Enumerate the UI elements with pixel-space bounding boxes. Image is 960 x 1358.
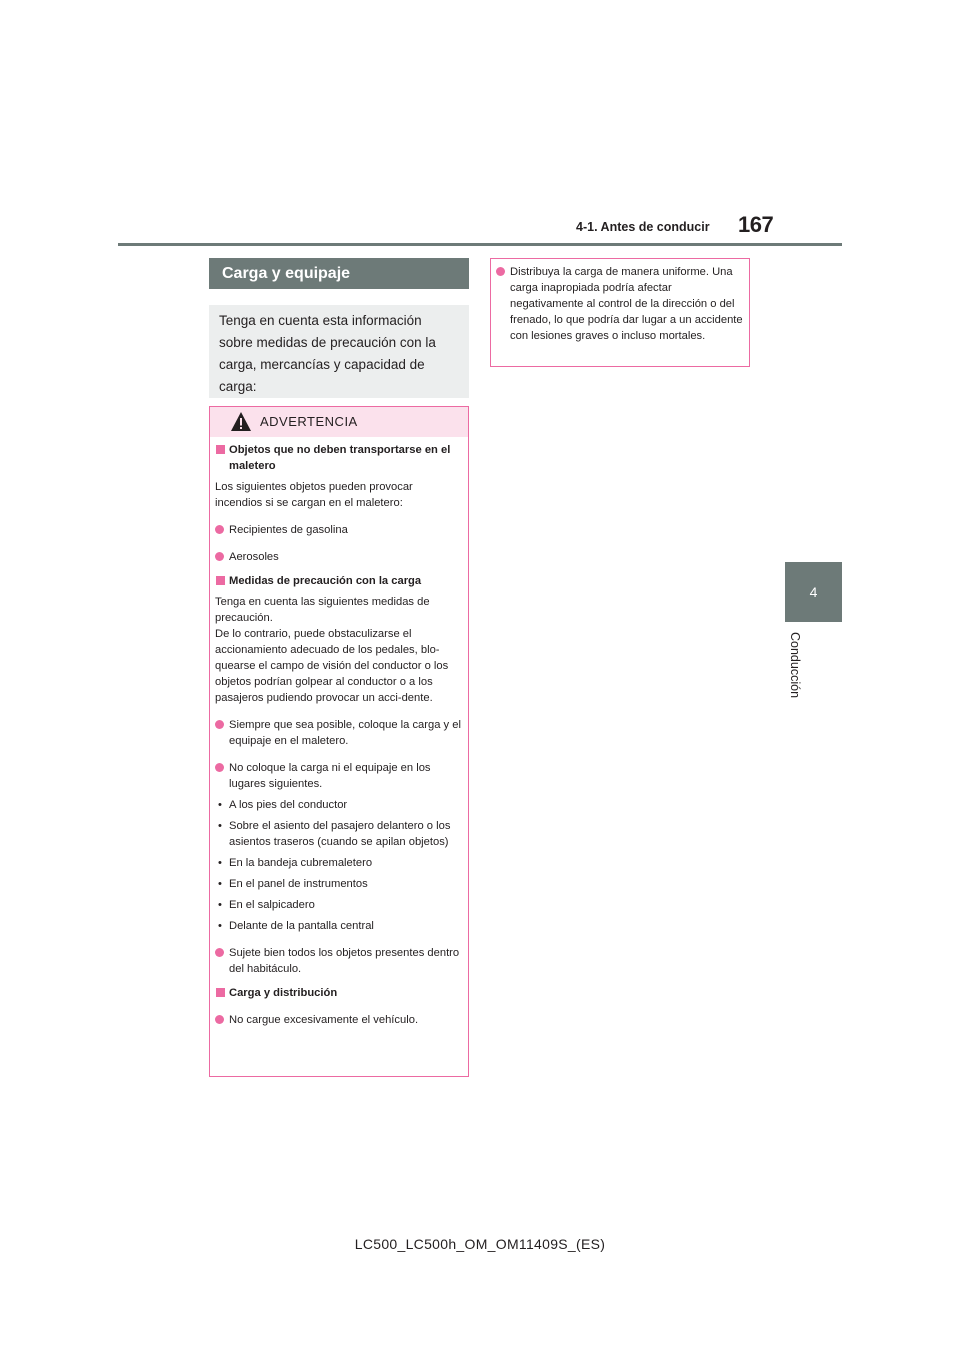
warning-body [215,442,463,1028]
warning-heading-prohibited-objects: Objetos que no deben transportarse en el maletero [215,442,463,474]
warning-heading-load-distribution: Carga y distribución [215,985,463,1001]
warning-bullet: Siempre que sea posible, coloque la carga y el equipaje en el maletero. [215,717,463,749]
chapter-tab[interactable]: 4 [785,562,842,622]
warning-bullet: Sujete bien todos los objetos presentes dentro del habitáculo. [215,945,463,977]
warning-sub-bullet: • Delante de la pantalla central [215,918,463,934]
warning-bullet: No coloque la carga ni el equipaje en los lugares siguientes. [215,760,463,792]
warning-triangle-icon [230,411,252,433]
warning-continued-box [490,258,750,367]
footer-code: LC500_LC500h_OM_OM11409S_(ES) [354,1236,606,1252]
warning-paragraph: Los siguientes objetos pueden provocar incendios si se cargan en el maletero: [215,481,413,509]
warning-header [210,407,468,437]
warning-box [209,406,469,1077]
warning-sub-bullet: • En el panel de instrumentos [215,876,463,892]
warning-bullet: Distribuya la carga de manera uniforme. Una carga inapropiada podría afectar negativamente al control de la dirección o del frenado, lo que podría dar lugar a un accidente con lesiones graves o incluso mortales. [496,264,743,344]
section-title-banner: Carga y equipaje [209,258,469,289]
warning-bullet: Recipientes de gasolina [215,522,463,538]
section-header: 4-1. Antes de conducir [576,220,710,234]
warning-paragraph: Tenga en cuenta las siguientes medidas de precaución. [215,596,430,624]
warning-paragraph: De lo contrario, puede obstaculizarse el accionamiento adecuado de los pedales, blo-quearse el campo de visión del conductor o los objetos podrían golpear al conductor o a los pasajeros pudiendo provocar un acci-dente. [215,628,449,704]
header-rule [118,243,842,246]
warning-sub-bullet: • Sobre el asiento del pasajero delantero o los asientos traseros (cuando se apilan objetos) [215,818,463,850]
warning-sub-bullet: • A los pies del conductor [215,797,463,813]
warning-bullet: No cargue excesivamente el vehículo. [215,1012,463,1028]
page-number: 167 [738,212,774,237]
warning-sub-bullet: • En el salpicadero [215,897,463,913]
warning-title: ADVERTENCIA [260,414,358,429]
warning-heading-load-precautions: Medidas de precaución con la carga [215,573,463,589]
warning-bullet: Aerosoles [215,549,463,565]
chapter-tab-label: Conducción [788,632,802,699]
warning-sub-bullet: • En la bandeja cubremaletero [215,855,463,871]
intro-box: Tenga en cuenta esta información sobre medidas de precaución con la carga, mercancías y capacidad de carga: [209,305,469,398]
